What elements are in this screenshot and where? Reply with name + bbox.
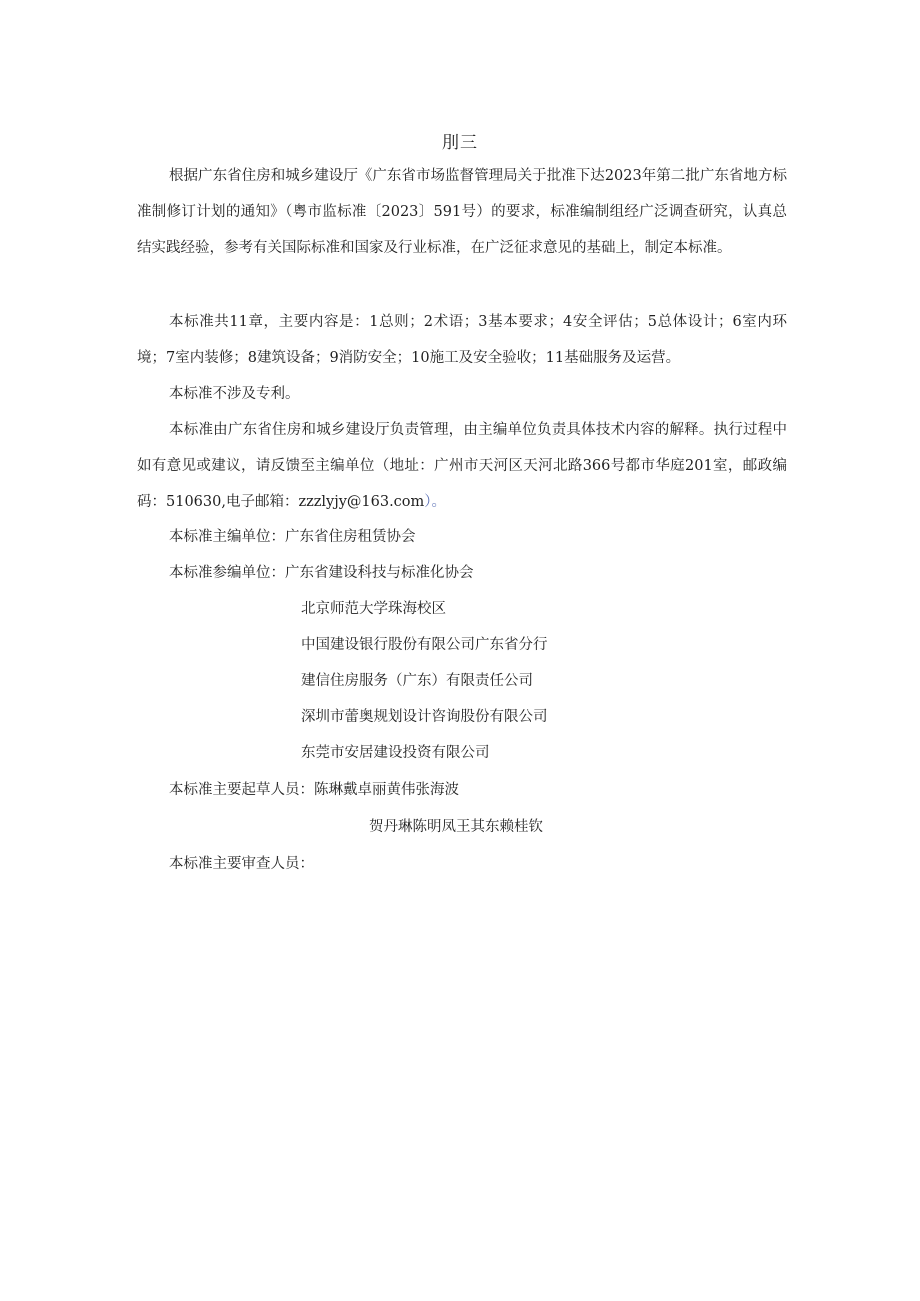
participating-unit-5: 深圳市蕾奥规划设计咨询股份有限公司 [301, 709, 548, 725]
drafters-names-2: 贺丹琳陈明凤王其东赖桂钦 [369, 819, 543, 835]
paragraph-basis: 根据广东省住房和城乡建设厅《广东省市场监督管理局关于批准下达2023年第二批广东省地方标准制修订计划的通知》（粤市监标准〔2023〕591号）的要求，标准编制组经广泛调查研究，认真总结实践经验，参考有关国际标准和国家及行业标准，在广泛征求意见的基础上，制定本标准。 [137, 168, 787, 256]
drafters-line [169, 779, 459, 801]
chief-unit-line: 本标准主编单位：广东省住房租赁协会 [169, 529, 416, 545]
participating-unit-4: 建信住房服务（广东）有限责任公司 [301, 673, 533, 689]
participating-unit-2: 北京师范大学珠海校区 [301, 601, 446, 617]
management-tail: ）。 [424, 494, 447, 510]
paragraph-patent: 本标准不涉及专利。 [169, 386, 300, 402]
reviewers-line: 本标准主要审查人员： [169, 856, 314, 872]
drafters-names-1: 陈琳戴卓丽黄伟张海波 [314, 782, 459, 798]
participating-label: 本标准参编单位： [169, 565, 285, 581]
paragraph-contents: 本标准共11章，主要内容是：1总则；2术语；3基本要求；4安全评估；5总体设计；6室内环境；7室内装修；8建筑设备；9消防安全；10施工及安全验收；11基础服务及运营。 [137, 314, 787, 366]
participating-unit-1: 广东省建设科技与标准化协会 [285, 565, 474, 581]
drafters-label: 本标准主要起草人员： [169, 782, 314, 798]
participating-unit-3: 中国建设银行股份有限公司广东省分行 [301, 637, 548, 653]
paragraph-management [137, 412, 787, 520]
participating-unit-6: 东莞市安居建设投资有限公司 [301, 745, 490, 761]
page-title: 刖三 [442, 133, 478, 153]
management-text: 本标准由广东省住房和城乡建设厅负责管理，由主编单位负责具体技术内容的解释。执行过程中如有意见或建议，请反馈至主编单位（地址：广州市天河区天河北路366号都市华庭201室，邮政编码：510630,电子邮箱：zzzlyjy@163.com [137, 422, 787, 510]
participating-line [169, 562, 474, 584]
